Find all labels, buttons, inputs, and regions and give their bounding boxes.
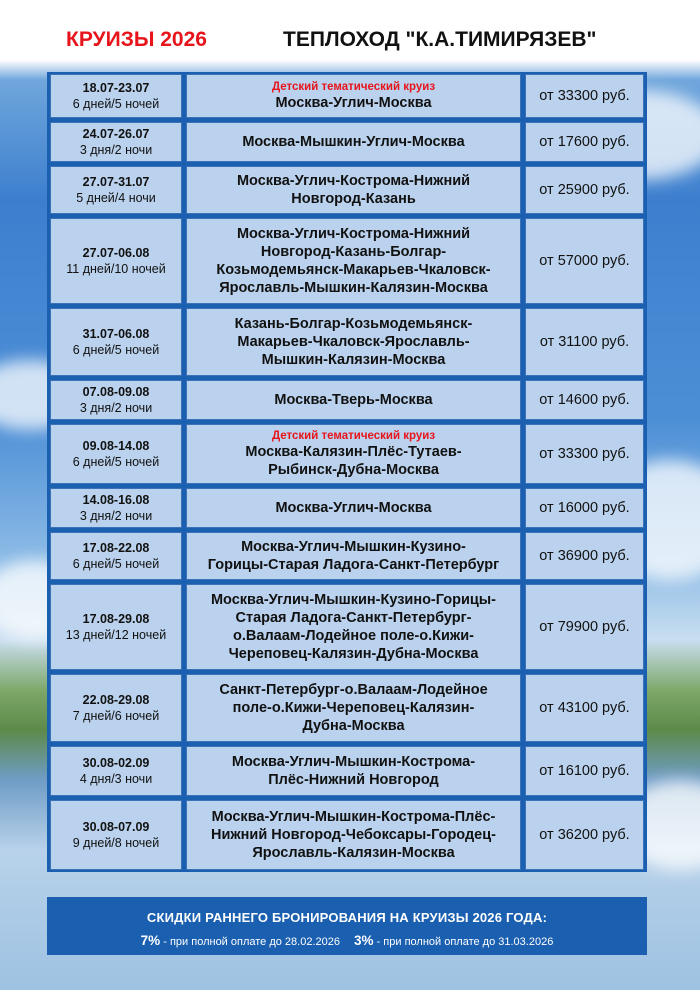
table-row — [50, 74, 644, 118]
table-row — [50, 800, 644, 870]
route-line: Череповец-Калязин-Дубна-Москва — [228, 646, 479, 662]
date-cell — [50, 166, 182, 214]
route-line: Москва-Углич-Москва — [275, 500, 432, 516]
cruise-dates: 07.08-09.08 — [82, 385, 150, 399]
date-cell — [50, 424, 182, 484]
price-cell — [525, 308, 644, 376]
table-row — [50, 532, 644, 580]
route-line: Макарьев-Чкаловск-Ярославль- — [237, 334, 470, 350]
cruise-duration: 5 дней/4 ночи — [76, 191, 156, 205]
route-line: Москва-Углич-Москва — [275, 95, 432, 111]
cruise-duration: 6 дней/5 ночей — [72, 557, 160, 571]
cruise-duration: 6 дней/5 ночей — [72, 455, 160, 469]
cruise-dates: 18.07-23.07 — [82, 81, 150, 95]
cruise-duration: 9 дней/8 ночей — [72, 836, 160, 850]
cruise-duration: 6 дней/5 ночей — [72, 97, 160, 111]
price-cell — [525, 584, 644, 670]
date-cell — [50, 800, 182, 870]
cruise-dates: 30.08-07.09 — [82, 820, 150, 834]
route-line: Старая Ладога-Санкт-Петербург- — [235, 610, 472, 626]
route-line: Москва-Углич-Мышкин-Кострома- — [231, 754, 476, 770]
cruise-dates: 22.08-29.08 — [82, 693, 150, 707]
price-cell — [525, 532, 644, 580]
route-line: Москва-Углич-Кострома-Нижний — [236, 173, 471, 189]
route-line: Казань-Болгар-Козьмодемьянск- — [234, 316, 473, 332]
header-right-title: ТЕПЛОХОД "К.А.ТИМИРЯЗЕВ" — [283, 28, 597, 51]
route-line: Москва-Тверь-Москва — [274, 392, 433, 408]
table-row — [50, 746, 644, 796]
route-cell — [186, 488, 521, 528]
cruise-duration: 7 дней/6 ночей — [72, 709, 160, 723]
route-cell — [186, 380, 521, 420]
route-cell — [186, 424, 521, 484]
discount1-text: - при полной оплате до 28.02.2026 — [160, 936, 340, 948]
discount-line — [47, 933, 647, 948]
early-booking-banner — [47, 897, 647, 955]
route-line: Рыбинск-Дубна-Москва — [268, 462, 439, 478]
cruise-price: от 43100 руб. — [539, 700, 630, 716]
price-cell — [525, 800, 644, 870]
price-cell — [525, 380, 644, 420]
table-row — [50, 122, 644, 162]
date-cell — [50, 122, 182, 162]
route-line: Мышкин-Калязин-Москва — [261, 352, 446, 368]
route-line: Москва-Углич-Мышкин-Кузино-Горицы- — [210, 592, 497, 608]
route-cell — [186, 584, 521, 670]
cruise-price: от 36900 руб. — [539, 548, 630, 564]
route-line: Санкт-Петербург-о.Валаам-Лодейное — [219, 682, 488, 698]
route-line: Новгород-Казань — [291, 191, 416, 207]
price-cell — [525, 424, 644, 484]
cruise-duration: 3 дня/2 ночи — [79, 143, 153, 157]
cruise-price: от 16100 руб. — [539, 763, 630, 779]
table-row — [50, 218, 644, 304]
cruise-duration: 6 дней/5 ночей — [72, 343, 160, 357]
cruise-price: от 16000 руб. — [539, 500, 630, 516]
cruise-table — [47, 72, 647, 872]
route-line: Москва-Углич-Мышкин-Кострома-Плёс- — [211, 809, 496, 825]
price-cell — [525, 122, 644, 162]
route-cell — [186, 74, 521, 118]
route-line: поле-о.Кижи-Череповец-Калязин- — [232, 700, 475, 716]
cruise-dates: 30.08-02.09 — [82, 756, 150, 770]
price-cell — [525, 166, 644, 214]
route-cell — [186, 166, 521, 214]
route-line: Дубна-Москва — [302, 718, 405, 734]
table-row — [50, 488, 644, 528]
route-line: Новгород-Казань-Болгар- — [260, 244, 447, 260]
route-line: Ярославль-Мышкин-Калязин-Москва — [219, 280, 488, 296]
cruise-dates: 27.07-31.07 — [82, 175, 150, 189]
price-cell — [525, 74, 644, 118]
table-row — [50, 674, 644, 742]
cruise-dates: 27.07-06.08 — [82, 246, 150, 260]
price-cell — [525, 674, 644, 742]
cruise-price: от 57000 руб. — [539, 253, 630, 269]
route-line: Плёс-Нижний Новгород — [268, 772, 439, 788]
cruise-price: от 25900 руб. — [539, 182, 630, 198]
table-row — [50, 424, 644, 484]
route-cell — [186, 308, 521, 376]
cruise-price: от 33300 руб. — [539, 446, 630, 462]
header-left-title: КРУИЗЫ 2026 — [66, 28, 207, 51]
price-cell — [525, 488, 644, 528]
table-row — [50, 584, 644, 670]
cruise-duration: 3 дня/2 ночи — [79, 509, 153, 523]
cruise-price: от 31100 руб. — [539, 334, 630, 350]
date-cell — [50, 488, 182, 528]
cruise-dates: 24.07-26.07 — [82, 127, 150, 141]
date-cell — [50, 74, 182, 118]
cruise-price: от 79900 руб. — [539, 619, 630, 635]
route-line: Москва-Углич-Кострома-Нижний — [236, 226, 471, 242]
date-cell — [50, 308, 182, 376]
route-line: Нижний Новгород-Чебоксары-Городец- — [211, 827, 496, 843]
table-row — [50, 308, 644, 376]
date-cell — [50, 532, 182, 580]
table-row — [50, 166, 644, 214]
cruise-price: от 33300 руб. — [539, 88, 630, 104]
date-cell — [50, 218, 182, 304]
date-cell — [50, 674, 182, 742]
date-cell — [50, 746, 182, 796]
special-label: Детский тематический круиз — [271, 430, 436, 442]
cruise-duration: 13 дней/12 ночей — [65, 628, 167, 642]
cruise-duration: 4 дня/3 ночи — [79, 772, 153, 786]
discount1-percent: 7% — [140, 933, 161, 948]
route-line: Москва-Мышкин-Углич-Москва — [242, 134, 465, 150]
route-line: о.Валаам-Лодейное поле-о.Кижи- — [233, 628, 474, 644]
cruise-dates: 17.08-29.08 — [82, 612, 150, 626]
table-row — [50, 380, 644, 420]
date-cell — [50, 584, 182, 670]
cruise-dates: 31.07-06.08 — [82, 327, 150, 341]
cruise-duration: 11 дней/10 ночей — [66, 262, 166, 276]
route-cell — [186, 674, 521, 742]
route-line: Козьмодемьянск-Макарьев-Чкаловск- — [216, 262, 491, 278]
cruise-dates: 14.08-16.08 — [82, 493, 150, 507]
route-line: Горицы-Старая Ладога-Санкт-Петербург — [207, 557, 500, 573]
cruise-price: от 14600 руб. — [539, 392, 630, 408]
discount2-percent: 3% — [354, 933, 374, 948]
price-cell — [525, 746, 644, 796]
cruise-dates: 17.08-22.08 — [82, 541, 150, 555]
cruise-dates: 09.08-14.08 — [82, 439, 150, 453]
route-line: Москва-Углич-Мышкин-Кузино- — [241, 539, 466, 555]
discount2-text: - при полной оплате до 31.03.2026 — [373, 936, 554, 948]
cruise-price: от 36200 руб. — [539, 827, 630, 843]
special-label: Детский тематический круиз — [271, 81, 436, 93]
route-cell — [186, 122, 521, 162]
cruise-price: от 17600 руб. — [539, 134, 630, 150]
page-header — [0, 24, 700, 64]
route-cell — [186, 746, 521, 796]
route-cell — [186, 532, 521, 580]
route-line: Москва-Калязин-Плёс-Тутаев- — [245, 444, 462, 460]
early-booking-title: СКИДКИ РАННЕГО БРОНИРОВАНИЯ НА КРУИЗЫ 2026 ГОДА: — [146, 910, 548, 925]
price-cell — [525, 218, 644, 304]
cruise-duration: 3 дня/2 ночи — [79, 401, 153, 415]
route-line: Ярославль-Калязин-Москва — [252, 845, 455, 861]
route-cell — [186, 218, 521, 304]
date-cell — [50, 380, 182, 420]
route-cell — [186, 800, 521, 870]
